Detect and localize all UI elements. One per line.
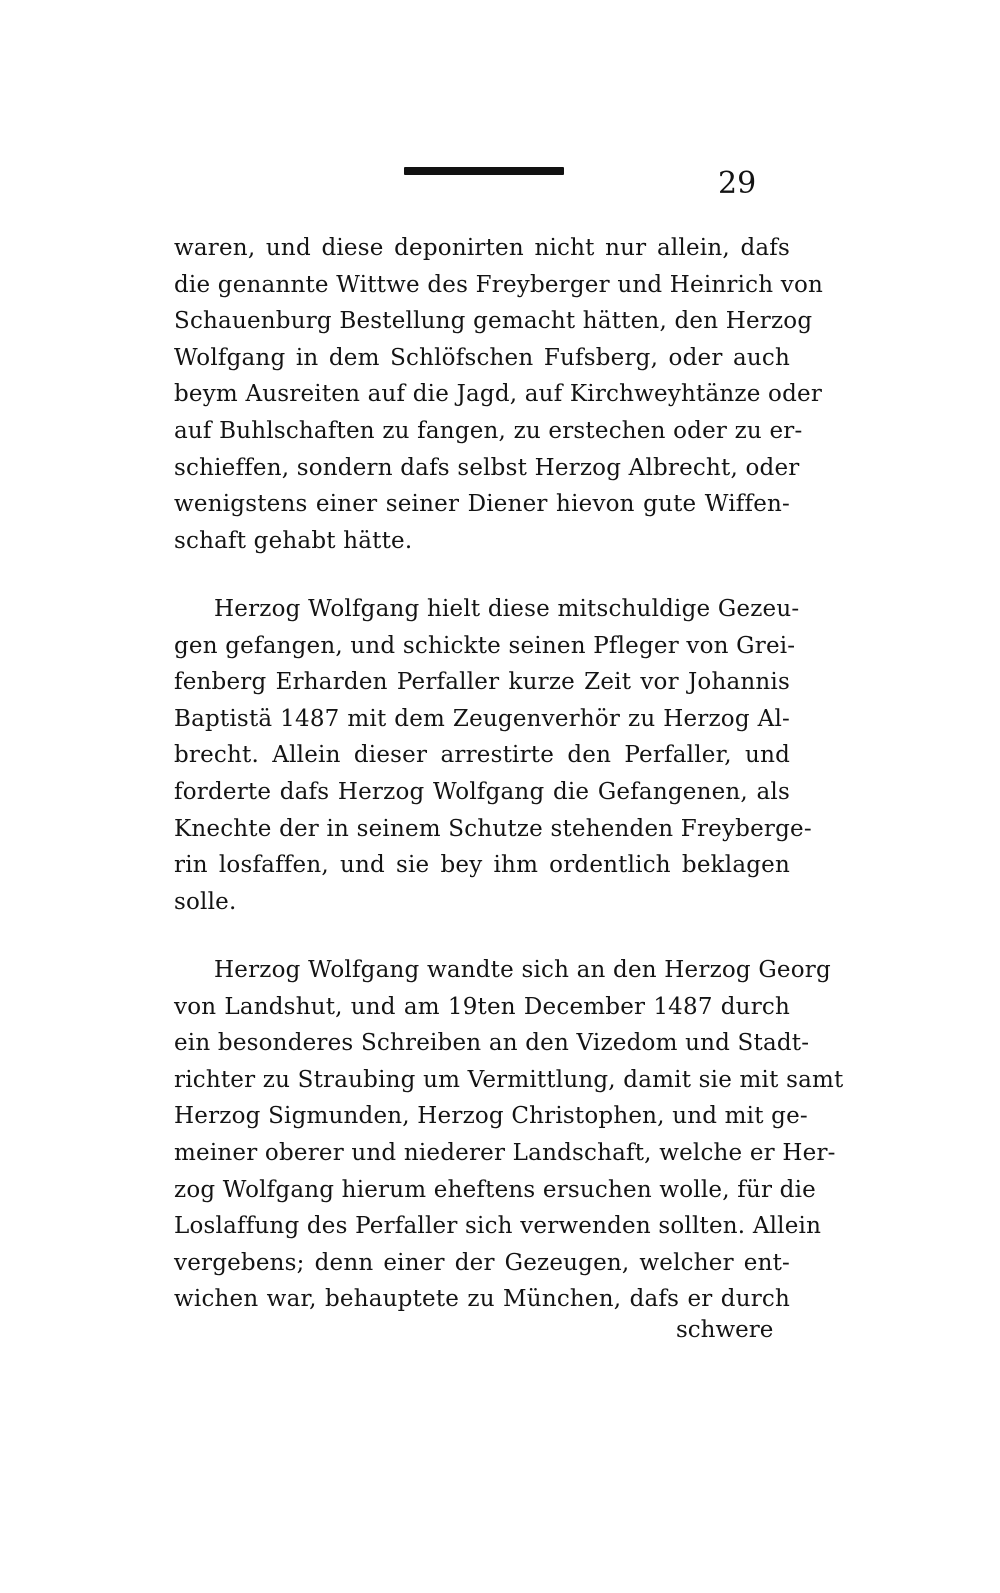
paragraph-1 (174, 230, 824, 559)
text-line: fenberg Erharden Perfaller kurze Zeit vor Johannis (174, 669, 790, 696)
text-line: ein besonderes Schreiben an den Vizedom und Stadt- (174, 1030, 810, 1057)
page-number: 29 (718, 166, 757, 201)
text-line: Schauenburg Bestellung gemacht hätten, den Herzog (174, 308, 813, 335)
text-line: Herzog Wolfgang hielt diese mitschuldige Gezeu- (214, 596, 800, 622)
text-line: forderte dafs Herzog Wolfgang die Gefangenen, als (174, 778, 790, 805)
text-line: Herzog Sigmunden, Herzog Christophen, und mit ge- (174, 1103, 808, 1130)
text-line: die genannte Wittwe des Freyberger und Heinrich von (174, 271, 824, 298)
text-line: gen gefangen, und schickte seinen Pfleger von Grei- (174, 632, 796, 659)
catchword: schwere (676, 1317, 774, 1343)
text-line: schaft gehabt hätte. (174, 527, 413, 554)
text-line: richter zu Straubing um Vermittlung, damit sie mit samt (174, 1066, 844, 1093)
text-line: brecht. Allein dieser arrestirte den Perfaller, und (174, 742, 790, 769)
text-line: solle. (174, 888, 237, 915)
text-line: meiner oberer und niederer Landschaft, welche er Her- (174, 1139, 836, 1166)
text-line: rin losfaffen, und sie bey ihm ordentlich beklagen (174, 852, 790, 879)
text-line: wichen war, behauptete zu München, dafs er durch (174, 1286, 790, 1313)
paragraph-3 (174, 952, 844, 1318)
text-line: vergebens; denn einer der Gezeugen, welcher ent- (174, 1249, 790, 1276)
header-rule (404, 167, 564, 175)
text-line: beym Ausreiten auf die Jagd, auf Kirchweyhtänze oder (174, 381, 823, 408)
text-line: Baptistä 1487 mit dem Zeugenverhör zu Herzog Al- (174, 705, 790, 732)
text-line: schieffen, sondern dafs selbst Herzog Albrecht, oder (174, 454, 800, 481)
text-line: waren, und diese deponirten nicht nur allein, dafs (174, 235, 790, 261)
text-line: Loslaffung des Perfaller sich verwenden sollten. Allein (174, 1213, 822, 1240)
paragraph-2 (174, 591, 812, 920)
text-line: Herzog Wolfgang wandte sich an den Herzog Georg (214, 957, 831, 983)
text-line: von Landshut, und am 19ten December 1487 durch (174, 993, 790, 1020)
text-line: auf Buhlschaften zu fangen, zu erstechen oder zu er- (174, 417, 803, 444)
text-line: wenigstens einer seiner Diener hievon gute Wiffen- (174, 491, 790, 518)
text-line: Wolfgang in dem Schlöfschen Fufsberg, oder auch (174, 344, 790, 371)
text-line: zog Wolfgang hierum eheftens ersuchen wolle, für die (174, 1176, 816, 1203)
text-line: Knechte der in seinem Schutze stehenden Freyberge- (174, 815, 812, 842)
